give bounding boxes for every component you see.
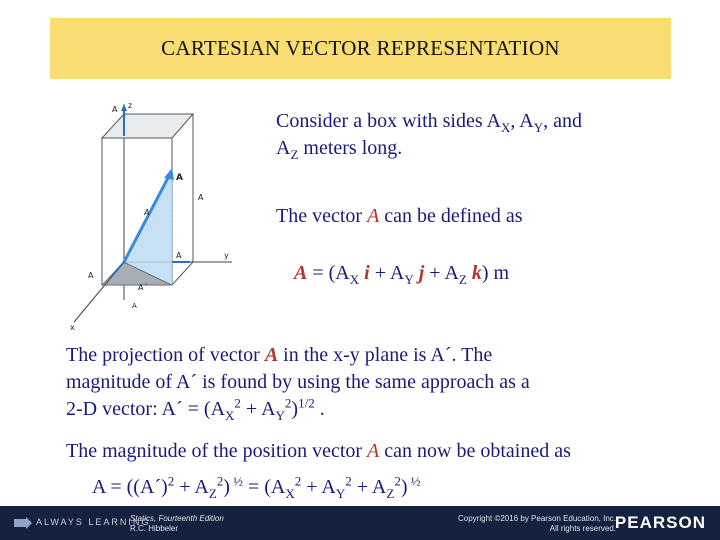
superscript: ½ xyxy=(407,473,421,489)
always-learning-text: ALWAYS LEARNING xyxy=(36,517,151,527)
subscript: Z xyxy=(458,272,467,287)
magnitude-text xyxy=(66,438,706,465)
text-run: can be defined as xyxy=(379,205,523,227)
subscript: X xyxy=(501,120,511,135)
vector-symbol: A xyxy=(367,440,380,462)
label-z-axis: z xyxy=(128,101,133,110)
footer-bar xyxy=(0,506,720,540)
text-run: + A xyxy=(351,476,387,498)
text-run: + A xyxy=(301,476,336,498)
text-run: meters long. xyxy=(298,137,403,159)
text-run: = (A xyxy=(242,476,286,498)
label-az-side: A xyxy=(198,193,204,202)
box-top-face xyxy=(102,114,193,138)
subscript: Y xyxy=(404,272,414,287)
book-author: R.C. Hibbeler xyxy=(130,524,179,533)
k-arrowhead xyxy=(121,104,127,111)
box-vector-figure xyxy=(62,100,242,335)
text-run: 2-D vector: A´ = (A xyxy=(66,398,226,420)
book-title: Statics, Fourteenth Edition xyxy=(130,514,224,523)
vector-definition-text xyxy=(276,203,696,230)
vector-equation xyxy=(294,260,694,287)
superscript: 2 xyxy=(345,473,352,489)
copyright-line: All rights reserved. xyxy=(549,524,616,533)
text-run: ) xyxy=(291,398,299,420)
title-band xyxy=(50,18,671,79)
box-edge xyxy=(172,262,193,285)
text-run: + A xyxy=(369,262,405,284)
subscript: Y xyxy=(335,486,346,501)
text-run: A = ((A´) xyxy=(92,476,168,498)
text-run: in the x-y plane is A´. The xyxy=(278,344,493,366)
subscript: X xyxy=(225,408,235,423)
text-run: The vector xyxy=(276,205,368,227)
text-run: , A xyxy=(510,110,534,132)
text-run: ) m xyxy=(481,262,510,284)
superscript: 2 xyxy=(284,395,292,411)
text-run: + A xyxy=(174,476,209,498)
subscript: Z xyxy=(290,147,299,162)
text-run: Consider a box with sides A xyxy=(276,110,501,132)
text-run: ) xyxy=(223,476,230,498)
superscript: 2 xyxy=(294,473,302,489)
superscript: 2 xyxy=(234,395,241,411)
unit-vector-j: j xyxy=(413,262,425,284)
projection-text xyxy=(66,342,706,423)
subscript: Y xyxy=(275,408,285,423)
label-y-axis: y xyxy=(224,251,229,260)
subscript: Y xyxy=(533,120,544,135)
superscript: 1/2 xyxy=(298,395,315,411)
copyright-line: Copyright ©2016 by Pearson Education, Inc. xyxy=(458,514,616,523)
subscript: X xyxy=(349,272,360,287)
text-run: ) xyxy=(400,476,408,498)
superscript: ½ xyxy=(229,473,243,489)
text-run: The projection of vector xyxy=(66,344,265,366)
text-run: can now be obtained as xyxy=(379,440,571,462)
label-x-axis: x xyxy=(70,323,75,332)
label-ax-i: A xyxy=(88,271,94,280)
always-learning-arrow-icon xyxy=(14,517,32,529)
book-info xyxy=(130,514,224,534)
subscript: X xyxy=(285,486,295,501)
magnitude-equation xyxy=(92,474,712,501)
superscript: 2 xyxy=(216,473,224,489)
copyright xyxy=(458,514,616,534)
label-az-bottom: A xyxy=(132,302,137,310)
text-run: , and xyxy=(543,110,583,132)
label-az-k: A xyxy=(112,105,118,114)
subscript: Z xyxy=(386,486,395,501)
label-a-vector: A xyxy=(176,173,183,183)
text-run: + A xyxy=(240,398,276,420)
slide-title: CARTESIAN VECTOR REPRESENTATION xyxy=(161,36,560,60)
vector-symbol: A xyxy=(367,205,380,227)
vector-symbol: A xyxy=(294,262,308,284)
text-run: = (A xyxy=(307,262,350,284)
label-a-prime: A´ xyxy=(138,283,148,292)
box-sides-text xyxy=(276,108,696,162)
superscript: 2 xyxy=(394,473,401,489)
text-run: + A xyxy=(424,262,459,284)
label-ay-j: A xyxy=(176,251,182,260)
text-run: magnitude of A´ is found by using the same approach as a xyxy=(66,371,530,393)
text-run: The magnitude of the position vector xyxy=(66,440,368,462)
unit-vector-i: i xyxy=(359,262,370,284)
pearson-logo: PEARSON xyxy=(614,513,706,532)
vector-symbol: A xyxy=(264,344,279,366)
subscript: Z xyxy=(208,486,217,501)
text-run: A xyxy=(276,137,291,159)
superscript: 2 xyxy=(167,473,175,489)
text-run: . xyxy=(314,398,325,420)
unit-vector-k: k xyxy=(466,262,482,284)
label-a-diagonal: A xyxy=(144,208,150,217)
